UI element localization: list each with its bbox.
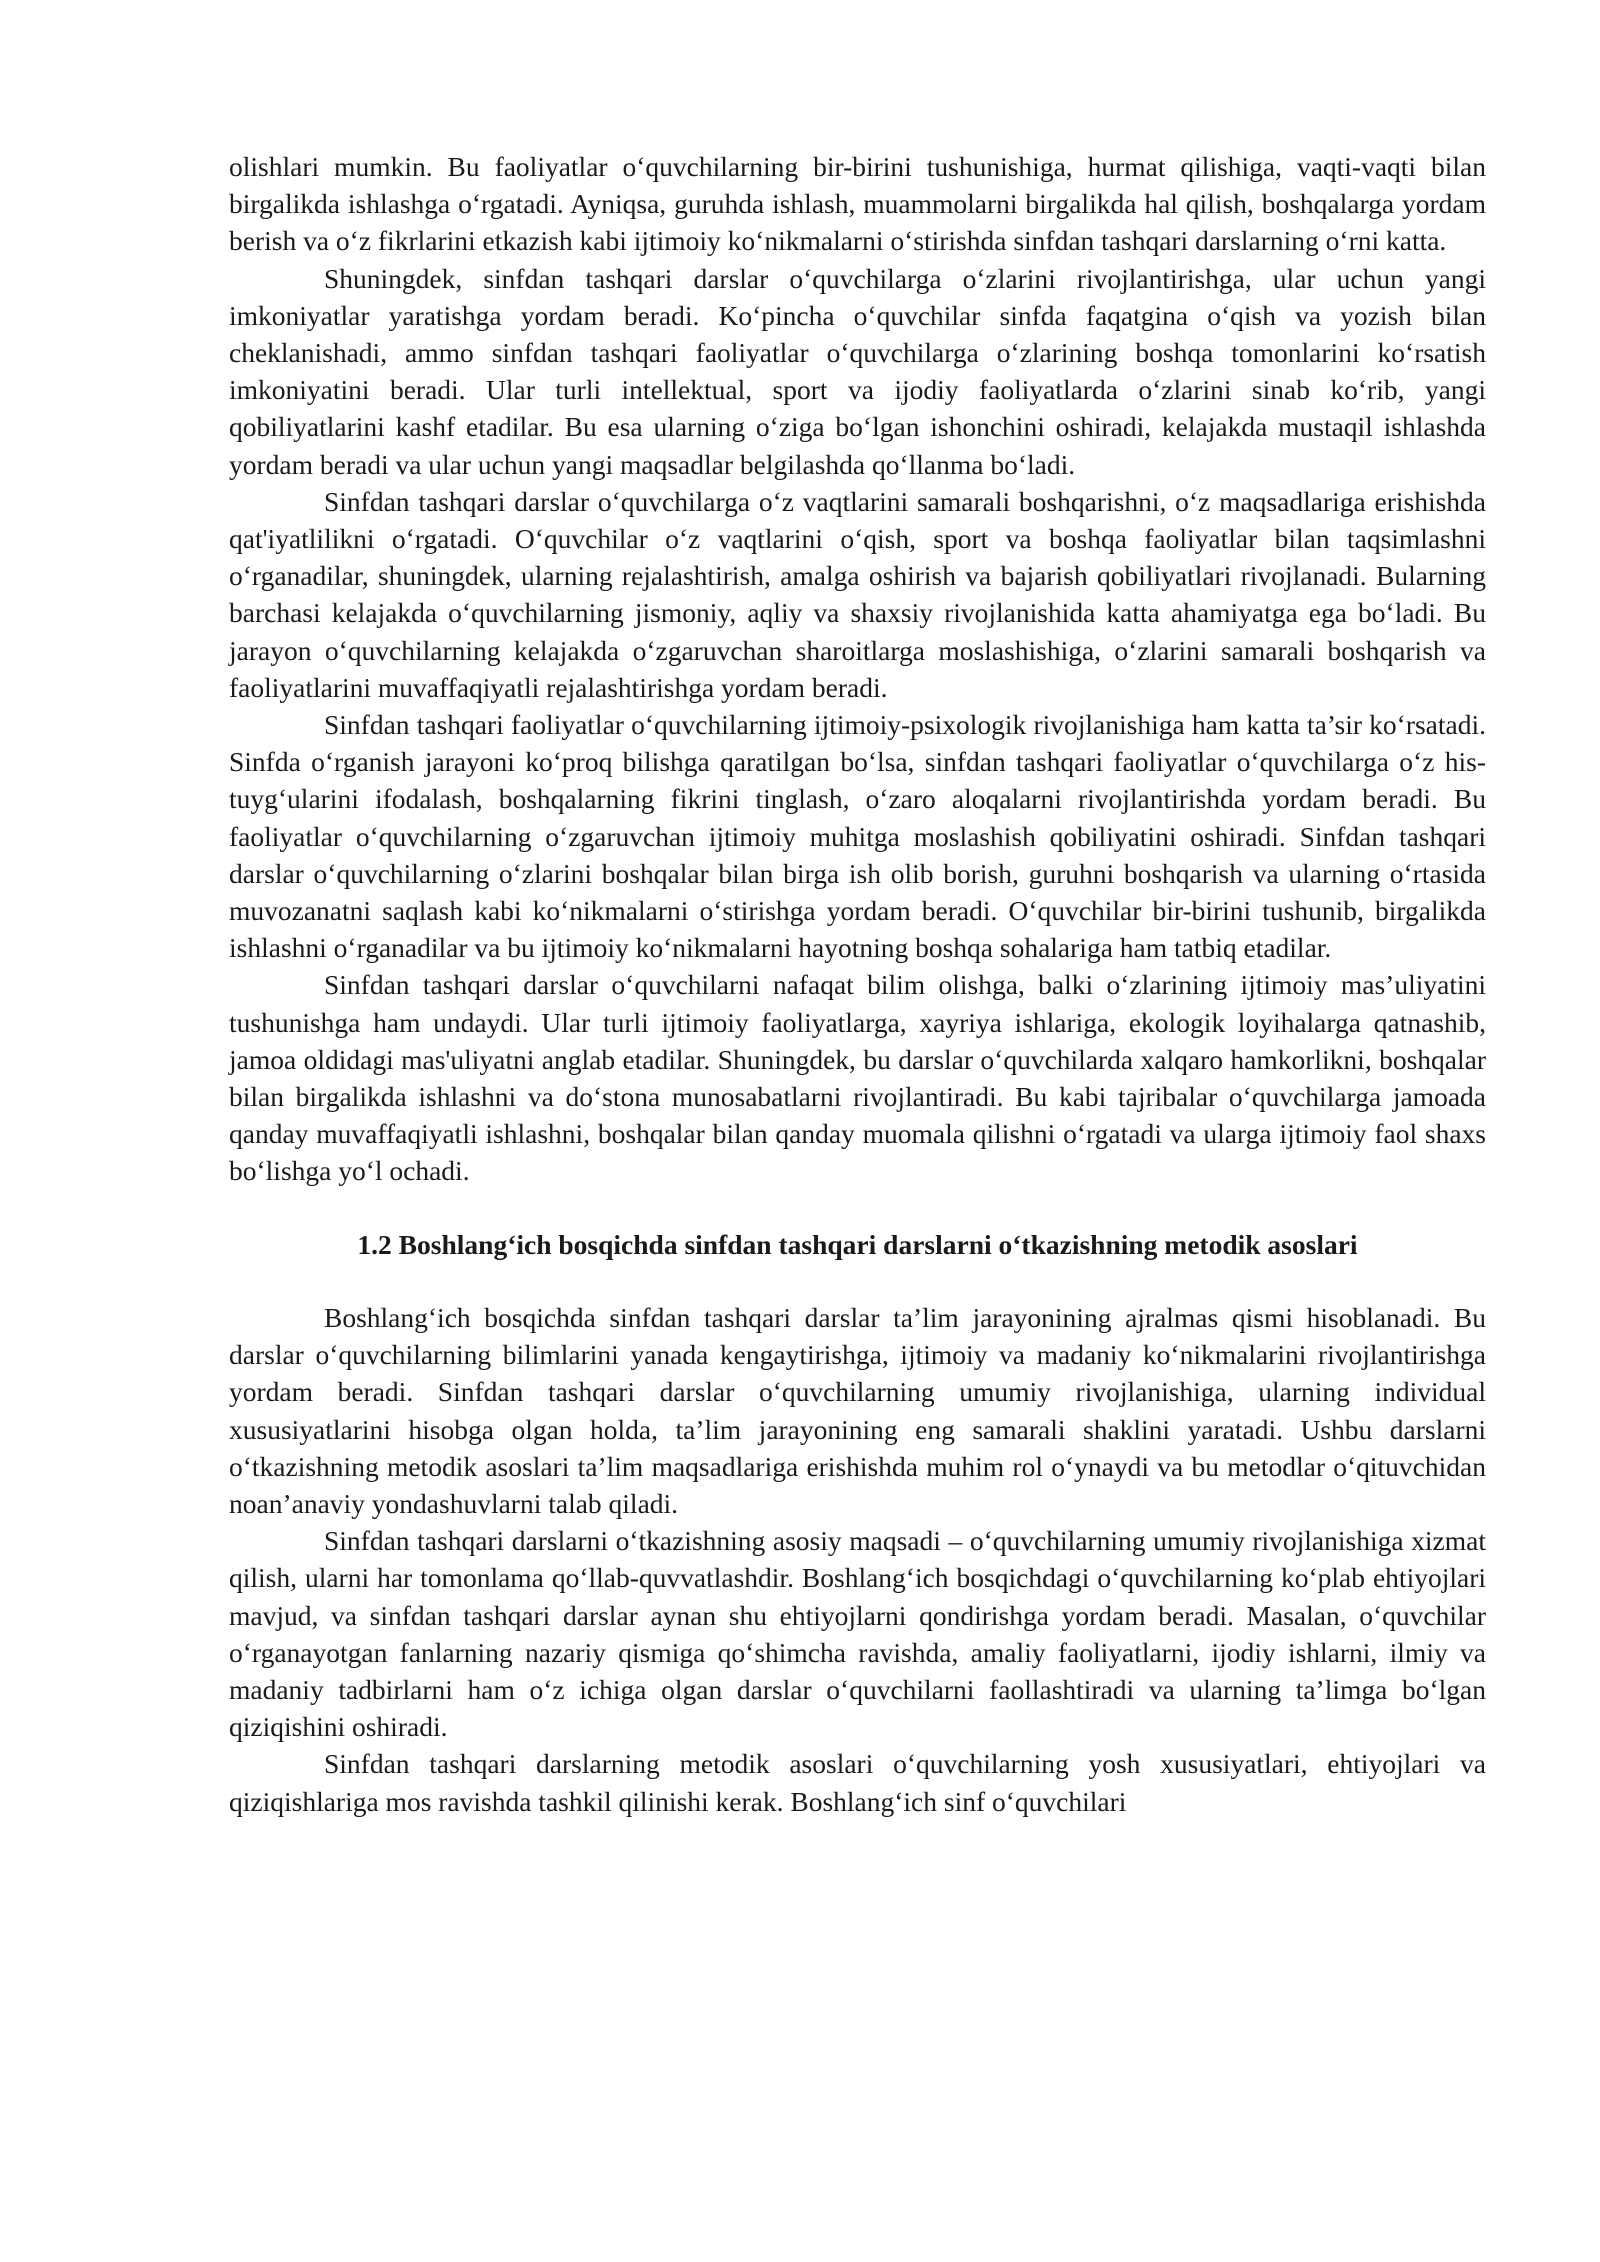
- paragraph: Sinfdan tashqari darslarning metodik asoslari o‘quvchilarning yosh xususiyatlari, ehtiyojlari va qiziqishlariga mos ravishda tashkil qilinishi kerak. Boshlang‘ich sinf o‘quvchilari: [229, 1748, 1486, 1817]
- paragraph: Sinfdan tashqari darslar o‘quvchilarga o‘z vaqtlarini samarali boshqarishni, o‘z maqsadlariga erishishda qat'iyatlilikni o‘rgatadi. O‘quvchilar o‘z vaqtlarini o‘qish, sport va boshqa faoliyatlar bilan taqsimlashni o‘rganadilar, shuningdek, ularning rejalashtirish, amalga oshirish va bajarish qobiliyatlari rivojlanadi. Bularning barchasi kelajakda o‘quvchilarning jismoniy, aqliy va shaxsiy rivojlanishida katta ahamiyatga ega bo‘ladi. Bu jarayon o‘quvchilarning kelajakda o‘zgaruvchan sharoitlarga moslashishiga, o‘zlarini samarali boshqarish va faoliyatlarini muvaffaqiyatli rejalashtirishga yordam beradi.: [229, 485, 1486, 703]
- paragraph: Shuningdek, sinfdan tashqari darslar o‘quvchilarga o‘zlarini rivojlantirishga, ular uchun yangi imkoniyatlar yaratishga yordam beradi. Ko‘pincha o‘quvchilar sinfda faqatgina o‘qish va yozish bilan cheklanishadi, ammo sinfdan tashqari faoliyatlar o‘quvchilarga o‘zlarining boshqa tomonlarini ko‘rsatish imkoniyatini beradi. Ular turli intellektual, sport va ijodiy faoliyatlarda o‘zlarini sinab ko‘rib, yangi qobiliyatlarini kashf etadilar. Bu esa ularning o‘ziga bo‘lgan ishonchini oshiradi, kelajakda mustaqil ishlashda yordam beradi va ular uchun yangi maqsadlar belgilashda qo‘llanma bo‘ladi.: [229, 262, 1486, 480]
- paragraph: Sinfdan tashqari darslarni o‘tkazishning asosiy maqsadi – o‘quvchilarning umumiy rivojlanishiga xizmat qilish, ularni har tomonlama qo‘llab-quvvatlashdir. Boshlang‘ich bosqichdagi o‘quvchilarning ko‘plab ehtiyojlari mavjud, va sinfdan tashqari darslar aynan shu ehtiyojlarni qondirishga yordam beradi. Masalan, o‘quvchilar o‘rganayotgan fanlarning nazariy qismiga qo‘shimcha ravishda, amaliy faoliyatlarni, ijodiy ishlarni, ilmiy va madaniy tadbirlarni ham o‘z ichiga olgan darslar o‘quvchilarni faollashtiradi va ularning ta’limga bo‘lgan qiziqishini oshiradi.: [229, 1525, 1486, 1743]
- paragraph: Sinfdan tashqari faoliyatlar o‘quvchilarning ijtimoiy-psixologik rivojlanishiga ham katta ta’sir ko‘rsatadi. Sinfda o‘rganish jarayoni ko‘proq bilishga qaratilgan bo‘lsa, sinfdan tashqari faoliyatlar o‘quvchilarga o‘z his-tuyg‘ularini ifodalash, boshqalarning fikrini tinglash, o‘zaro aloqalarni rivojlantirishda yordam beradi. Bu faoliyatlar o‘quvchilarning o‘zgaruvchan ijtimoiy muhitga moslashish qobiliyatini oshiradi. Sinfdan tashqari darslar o‘quvchilarning o‘zlarini boshqalar bilan birga ish olib borish, guruhni boshqarish va ularning o‘rtasida muvozanatni saqlash kabi ko‘nikmalarni o‘stirishga yordam beradi. O‘quvchilar bir-birini tushunib, birgalikda ishlashni o‘rganadilar va bu ijtimoiy ko‘nikmalarni hayotning boshqa sohalariga ham tatbiq etadilar.: [229, 709, 1486, 964]
- paragraph: Sinfdan tashqari darslar o‘quvchilarni nafaqat bilim olishga, balki o‘zlarining ijtimoiy mas’uliyatini tushunishga ham undaydi. Ular turli ijtimoiy faoliyatlarga, xayriya ishlariga, ekologik loyihalarga qatnashib, jamoa oldidagi mas'uliyatni anglab etadilar. Shuningdek, bu darslar o‘quvchilarda xalqaro hamkorlikni, boshqalar bilan birgalikda ishlashni va do‘stona munosabatlarni rivojlantiradi. Bu kabi tajribalar o‘quvchilarga jamoada qanday muvaffaqiyatli ishlashni, boshqalar bilan qanday muomala qilishni o‘rgatadi va ularga ijtimoiy faol shaxs bo‘lishga yo‘l ochadi.: [229, 969, 1486, 1187]
- paragraph: olishlari mumkin. Bu faoliyatlar o‘quvchilarning bir-birini tushunishiga, hurmat qilishiga, vaqti-vaqti bilan birgalikda ishlashga o‘rgatadi. Ayniqsa, guruhda ishlash, muammolarni birgalikda hal qilish, boshqalarga yordam berish va o‘z fikrlarini etkazish kabi ijtimoiy ko‘nikmalarni o‘stirishda sinfdan tashqari darslarning o‘rni katta.: [229, 151, 1486, 257]
- paragraph: Boshlang‘ich bosqichda sinfdan tashqari darslar ta’lim jarayonining ajralmas qismi hisoblanadi. Bu darslar o‘quvchilarning bilimlarini yanada kengaytirishga, ijtimoiy va madaniy ko‘nikmalarini rivojlantirishga yordam beradi. Sinfdan tashqari darslar o‘quvchilarning umumiy rivojlanishiga, ularning individual xususiyatlarini hisobga olgan holda, ta’lim jarayonining eng samarali shaklini yaratadi. Ushbu darslarni o‘tkazishning metodik asoslari ta’lim maqsadlariga erishishda muhim rol o‘ynaydi va bu metodlar o‘qituvchidan noan’anaviy yondashuvlarni talab qiladi.: [229, 1301, 1486, 1519]
- document-page: [229, 148, 1486, 1820]
- section-heading: 1.2 Boshlang‘ich bosqichda sinfdan tashqari darslarni o‘tkazishning metodik asoslari: [357, 1228, 1358, 1260]
